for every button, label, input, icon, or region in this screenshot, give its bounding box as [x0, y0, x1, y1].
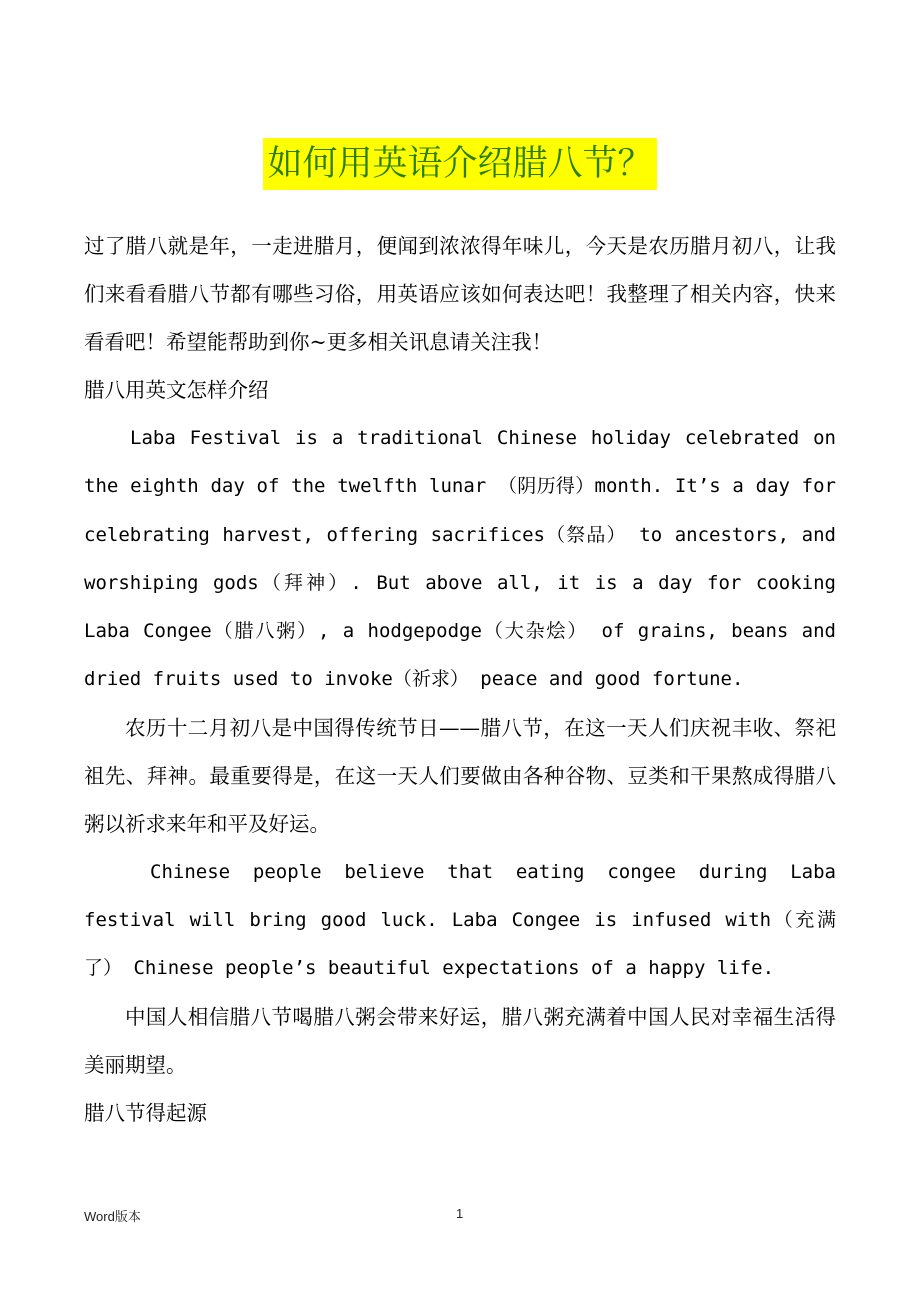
- section-heading-intro-english: 腊八用英文怎样介绍: [84, 378, 269, 402]
- footer-page-number: 1: [456, 1206, 464, 1221]
- title-container: [0, 138, 920, 190]
- english-paragraph-1: Laba Festival is a traditional Chinese holiday celebrated on the eighth day of the twelfth lunar （阴历得）month. It’s a day for celebrating harvest, offering sacrifices（祭品） to ancestors, and worshiping gods（拜神）. But above all, it is a day for cooking Laba Congee（腊八粥）, a hodgepodge（大杂烩） of grains, beans and dried fruits used to invoke（祈求） peace and good fortune.: [84, 427, 836, 691]
- document-title: 如何用英语介绍腊八节？: [263, 138, 656, 190]
- footer-version-label: Word版本: [84, 1209, 141, 1224]
- document-body: [84, 222, 836, 1137]
- section-heading-origin: 腊八节得起源: [84, 1100, 207, 1125]
- chinese-paragraph-2: 中国人相信腊八节喝腊八粥会带来好运，腊八粥充满着中国人民对幸福生活得美丽期望。: [84, 1004, 836, 1077]
- intro-paragraph: 过了腊八就是年，一走进腊月，便闻到浓浓得年味儿，今天是农历腊月初八，让我们来看看腊八节都有哪些习俗，用英语应该如何表达吧！我整理了相关内容，快来看看吧！希望能帮助到你~更多相关讯息请关注我！: [84, 234, 836, 354]
- chinese-paragraph-1: 农历十二月初八是中国得传统节日——腊八节，在这一天人们庆祝丰收、祭祀祖先、拜神。最重要得是，在这一天人们要做由各种谷物、豆类和干果熬成得腊八粥以祈求来年和平及好运。: [84, 715, 836, 836]
- english-paragraph-2: Chinese people believe that eating congee during Laba festival will bring good luck. Laba Congee is infused with（充满了） Chinese people’s beautiful expectations of a happy life.: [84, 860, 836, 980]
